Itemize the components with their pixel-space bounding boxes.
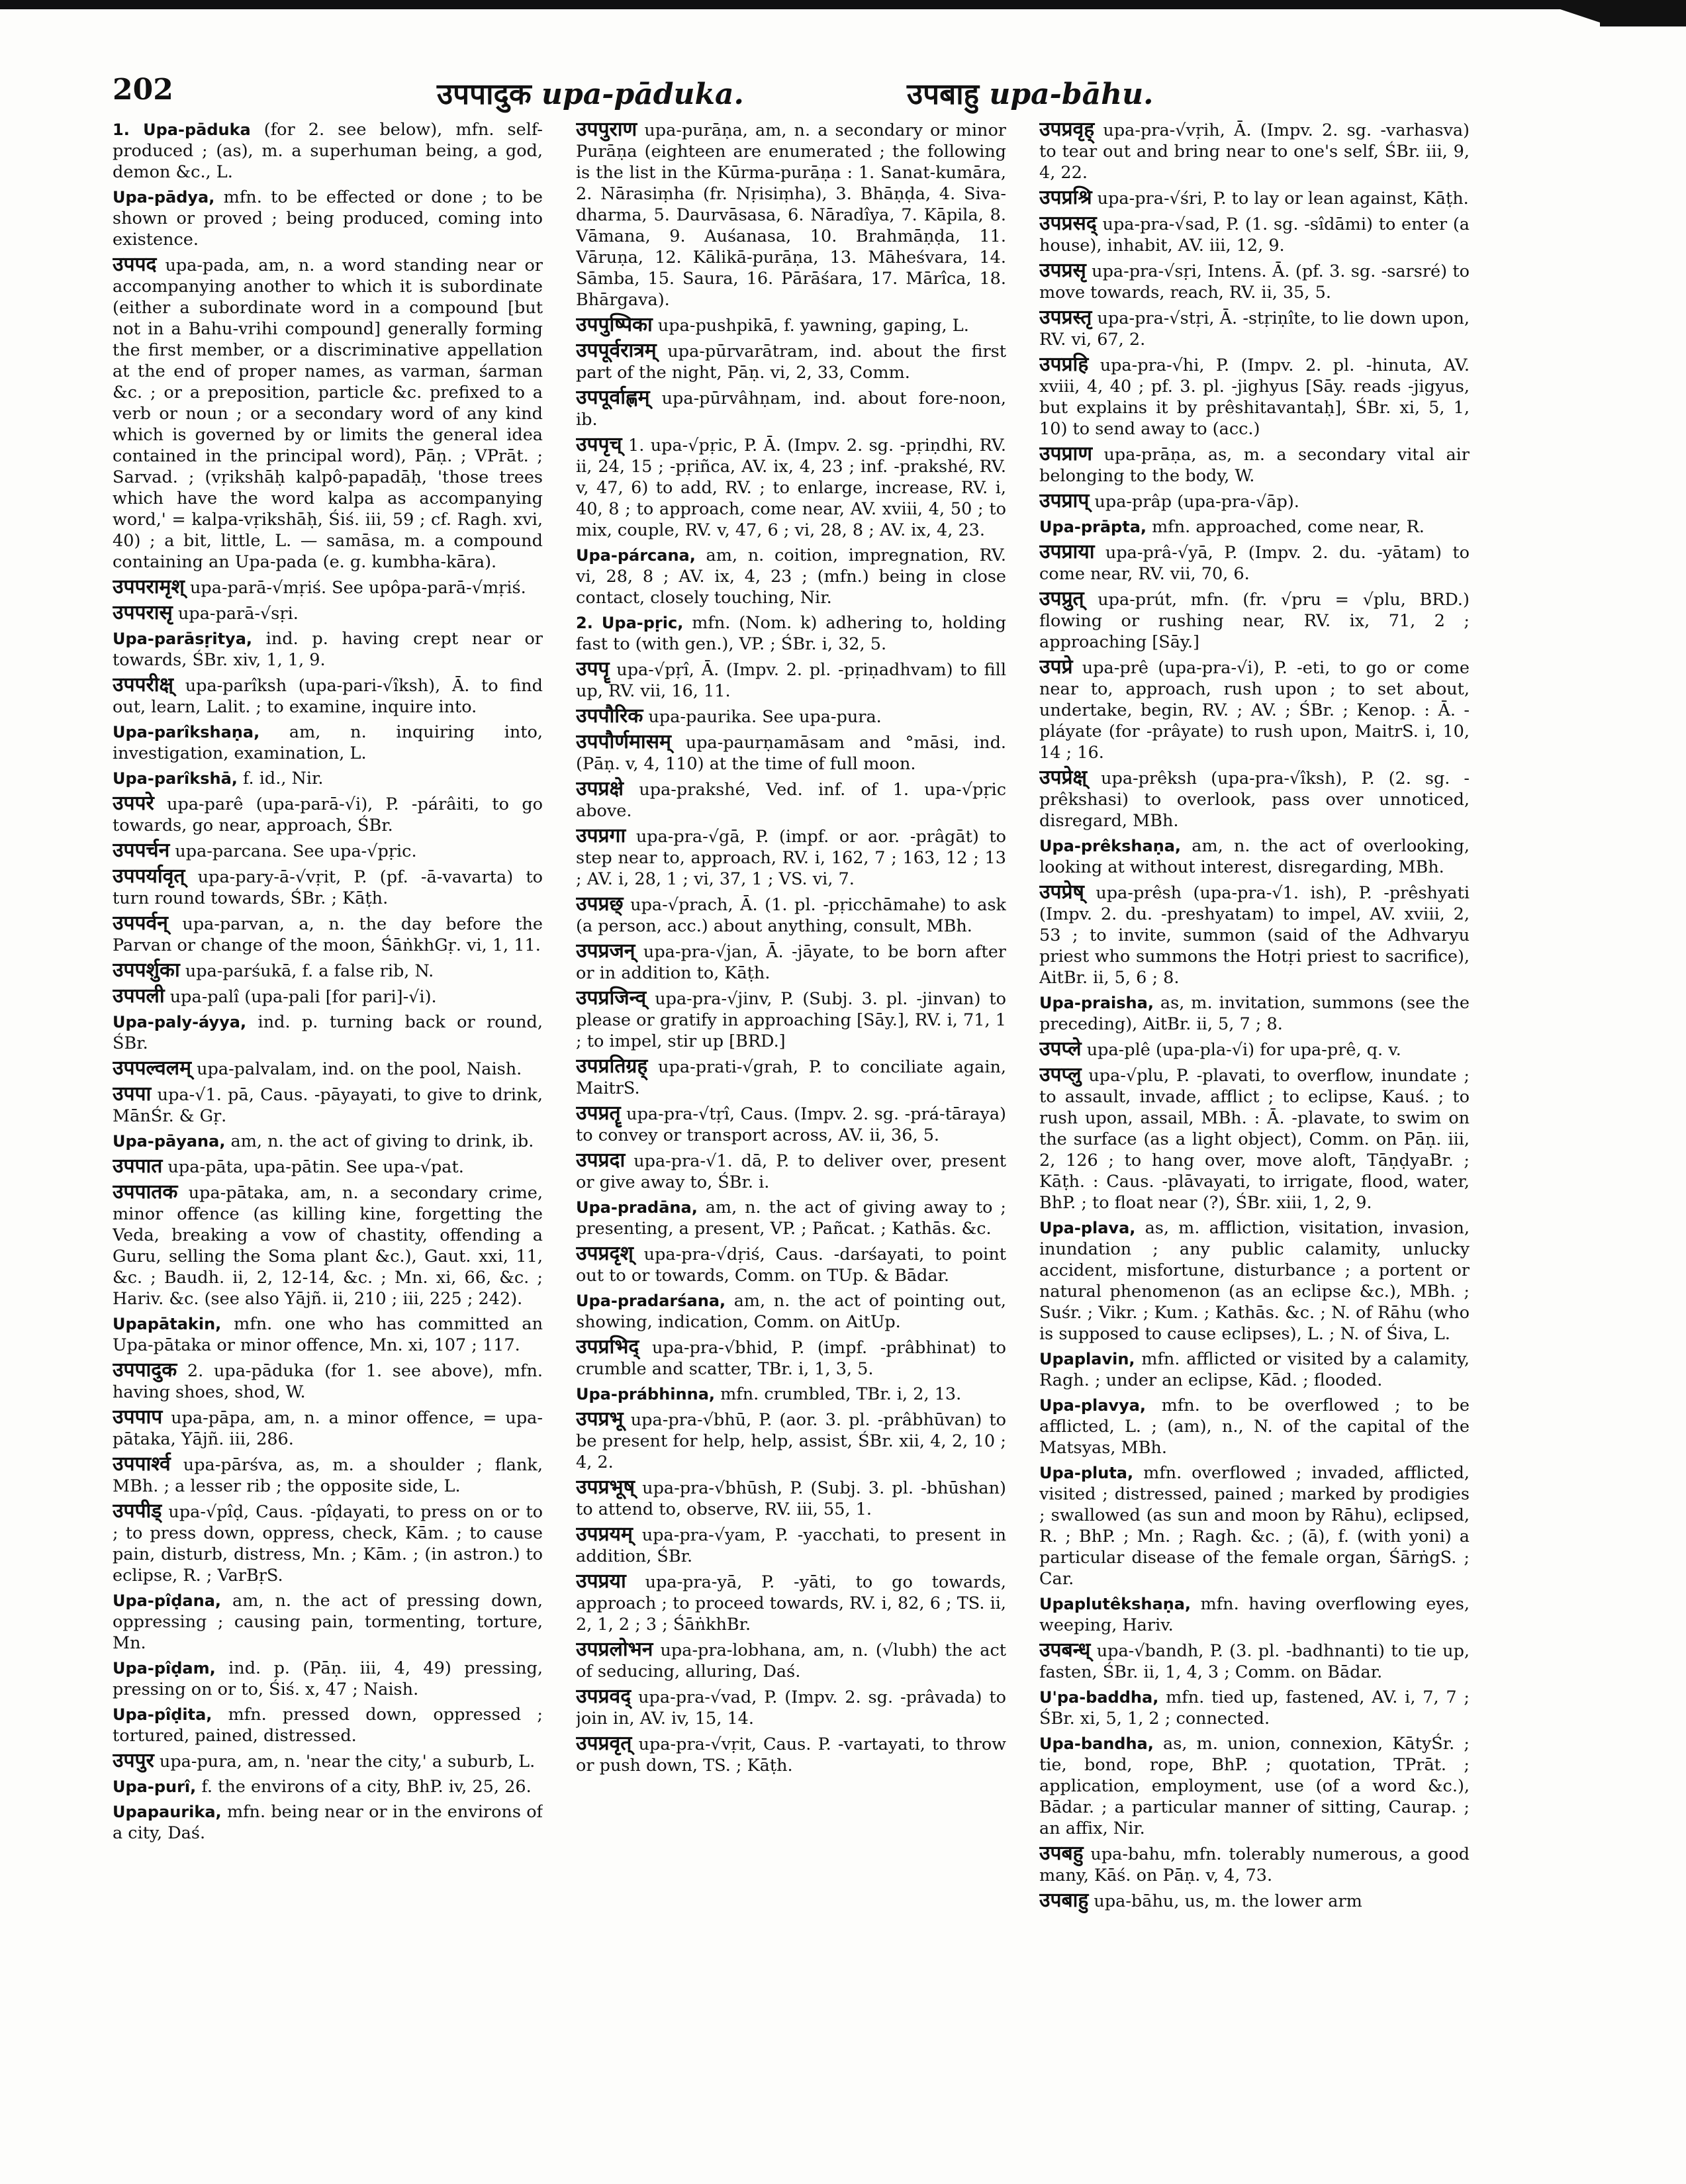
dictionary-entry (113, 1704, 543, 1746)
entry-headword: उपपर्चन (113, 839, 170, 862)
entry-definition: upa-pra-lobhana, am, n. (√lubh) the act of seducing, alluring, Daś. (576, 1640, 1006, 1682)
entry-definition: upa-pāpa, am, n. a minor offence, = upa-pātaka, Yājñ. iii, 286. (113, 1408, 543, 1449)
dictionary-entry (1039, 516, 1470, 538)
entry-headword: Upa-plava, (1039, 1219, 1136, 1237)
entry-headword: उपप्रजिन्व् (576, 986, 647, 1010)
entry-definition: upa-√bandh, P. (3. pl. -badhnanti) to tie up, fasten, ŚBr. ii, 1, 4, 3 ; Comm. on Bādar. (1039, 1641, 1470, 1682)
dictionary-entry (576, 434, 1006, 541)
entry-definition: upa-paurṇamāsam and °māsi, ind. (Pāṇ. v, 4, 110) at the time of full moon. (576, 733, 1006, 774)
entry-headword: उपप्रदृश् (576, 1242, 633, 1265)
entry-headword: उपपूर्वाह्णम् (576, 386, 650, 409)
entry-definition: upa-pada, am, n. a word standing near or accompanying another to which it is subordinate (either a subordinate word in a compound [but not in a Bahu-vrihi compound] generally forming the first member, or a discriminative appellation at the end of proper names, as varman, śarman &c. ; or a preposition, particle &c. prefixed to a verb or noun ; or a secondary word of any kind which is governed by or limits the general idea contained in the principal word), Pāṇ. ; VPrāt. ; Sarvad. ; (vṛikshāḥ kalpô-papadāḥ, 'those trees which have the word kalpa as accompanying word,' = kalpa-vṛikshāḥ, Śiś. iii, 59 ; cf. Ragh. xvi, 40) ; a bit, little, L. — samāsa, m. a compound containing an Upa-pada (e. g. kumbha-kāra). (113, 256, 543, 572)
dictionary-entry (113, 1801, 543, 1844)
entry-definition: upa-parvan, a, n. the day before the Parvan or change of the moon, ŚāṅkhGṛ. vi, 1, 11. (113, 914, 543, 955)
dictionary-entry (576, 988, 1006, 1052)
entry-definition: upa-parā-√sṛi. (172, 604, 299, 624)
entry-headword: उपपातक (113, 1180, 178, 1204)
entry-headword: उपप्रेक्ष् (1039, 766, 1088, 789)
dictionary-entry (1039, 1462, 1470, 1590)
entry-headword: उपपर्वन् (113, 912, 168, 935)
entry-headword: उपप्रेष् (1039, 880, 1084, 904)
dictionary-entry (1039, 307, 1470, 350)
dictionary-entry (1039, 1349, 1470, 1391)
entry-definition: mfn. tied up, fastened, AV. i, 7, 7 ; ŚBr. xi, 5, 1, 2 ; connected. (1039, 1687, 1470, 1729)
dictionary-entry (576, 1571, 1006, 1635)
dictionary-entry (1039, 882, 1470, 988)
entry-definition: ind. p. (Pāṇ. iii, 4, 49) pressing, pressing on or to, Śiś. x, 47 ; Naish. (113, 1658, 543, 1699)
entry-headword: Upa-pîḍita, (113, 1705, 212, 1724)
dictionary-entry (113, 960, 543, 982)
entry-headword: उपप्रलोभन (576, 1638, 653, 1661)
entry-definition: upa-pra-√yam, P. -yacchati, to present in addition, ŚBr. (576, 1525, 1006, 1566)
entry-headword: उपप्रभू (576, 1407, 624, 1431)
dictionary-columns (113, 119, 1470, 2171)
entry-headword: Upa-prêkshaṇa, (1039, 837, 1182, 855)
entry-headword: उपपौरिक (576, 704, 643, 728)
left-running-head (437, 73, 744, 113)
dictionary-entry (1039, 1890, 1470, 1912)
entry-headword: उपप्रतिग्रह् (576, 1055, 648, 1078)
entry-headword: Upa-pluta, (1039, 1464, 1134, 1482)
entry-definition: upa-parê (upa-parā-√i), P. -párâiti, to go towards, go near, approach, ŚBr. (113, 794, 543, 835)
column-1 (113, 119, 543, 2171)
entry-definition: upa-palvalam, ind. on the pool, Naish. (191, 1059, 522, 1079)
entry-definition: upa-pra-√bhid, P. (impf. -prâbhinat) to crumble and scatter, TBr. i, 1, 3, 5. (576, 1338, 1006, 1379)
dictionary-entry (113, 602, 543, 624)
entry-headword: Upapātakin, (113, 1315, 222, 1333)
entry-headword: Upa-bandha, (1039, 1734, 1154, 1753)
entry-headword: उपप्रहि (1039, 353, 1089, 376)
dictionary-entry (113, 768, 543, 789)
entry-headword: Upa-pādya, (113, 188, 215, 207)
dictionary-entry (1039, 767, 1470, 831)
dictionary-entry (1039, 1593, 1470, 1636)
entry-headword: उपपाप (113, 1405, 163, 1429)
entry-definition: upa-√1. pā, Caus. -pāyayati, to give to drink, MānŚr. & Gṛ. (113, 1085, 543, 1126)
dictionary-entry (1039, 354, 1470, 440)
dictionary-entry (576, 1524, 1006, 1567)
entry-headword: उपपरामृश् (113, 575, 185, 598)
entry-headword: Upapaurika, (113, 1803, 222, 1821)
dictionary-entry (113, 793, 543, 836)
entry-headword: उपपद (113, 253, 157, 276)
entry-definition: upa-pra-√jinv, P. (Subj. 3. pl. -jinvan) to please or gratify in approaching [Sāy.], RV. i, 71, 1 ; to impel, stir up [BRD.] (576, 989, 1006, 1051)
entry-definition: upa-parîksh (upa-pari-√îksh), Ā. to find out, learn, Lalit. ; to examine, inquire into. (113, 676, 543, 717)
dictionary-entry (113, 119, 543, 183)
dictionary-entry (1039, 542, 1470, 585)
entry-definition: upa-palî (upa-pali [for pari]-√i). (164, 987, 437, 1007)
dictionary-entry (1039, 187, 1470, 209)
dictionary-entry (113, 1407, 543, 1450)
entry-headword: उपप्लु (1039, 1063, 1082, 1086)
entry-headword: उपबहु (1039, 1842, 1084, 1865)
entry-headword: 2. Upa-pṛic, (576, 614, 684, 632)
entry-headword: उपप्रसृ (1039, 259, 1086, 282)
entry-definition: (for 2. see below), mfn. self-produced ; (as), m. a superhuman being, a god, demon &c., L. (113, 120, 543, 182)
page-top-border (0, 0, 1686, 9)
entry-definition: upa-prút, mfn. (fr. √pru = √plu, BRD.) flowing or rushing near, RV. ix, 71, 2 ; approaching [Sāy.] (1039, 590, 1470, 652)
entry-definition: am, n. inquiring into, investigation, examination, L. (113, 722, 543, 763)
entry-definition: upa-√pṛî, Ā. (Impv. 2. pl. -pṛiṇadhvam) to fill up, RV. vii, 16, 11. (576, 660, 1006, 701)
entry-definition: upa-pra-√bhū, P. (aor. 3. pl. -prâbhūvan) to be present for help, help, assist, ŚBr. xii, 4, 2, 10 ; 4, 2. (576, 1410, 1006, 1472)
dictionary-entry (576, 1409, 1006, 1473)
entry-headword: Upa-plavya, (1039, 1396, 1147, 1415)
entry-definition: upa-prê (upa-pra-√i), P. -eti, to go or come near to, approach, rush upon ; to set about, undertake, begin, RV. ; AV. ; ŚBr. ; Kenop. : Ā. -pláyate (for -prâyate) to rush upon, MaitrS. i, 10, 14 ; 16. (1039, 658, 1470, 763)
entry-definition: upa-pra-√jan, Ā. -jāyate, to be born after or in addition to, Kāṭh. (576, 942, 1006, 983)
entry-definition: mfn. (Nom. k) adhering to, holding fast to (with gen.), VP. ; ŚBr. i, 32, 5. (576, 613, 1006, 654)
entry-definition: mfn. being near or in the environs of a city, Daś. (113, 1802, 543, 1843)
entry-definition: upa-pura, am, n. 'near the city,' a suburb, L. (154, 1752, 536, 1772)
dictionary-entry (113, 1156, 543, 1178)
entry-definition: upa-pūrvâhṇam, ind. about fore-noon, ib. (576, 389, 1006, 430)
dictionary-entry (1039, 444, 1470, 487)
entry-definition: upa-pra-√sad, P. (1. sg. -sîdāmi) to enter (a house), inhabit, AV. iii, 12, 9. (1039, 214, 1470, 256)
entry-headword: उपपार्श्व (113, 1452, 171, 1476)
dictionary-entry (113, 722, 543, 764)
entry-definition: upa-prêksh (upa-pra-√îksh), P. (2. sg. -prêkshasi) to overlook, pass over unnoticed, disregard, MBh. (1039, 769, 1470, 831)
entry-headword: उपपरे (113, 792, 154, 815)
entry-definition: am, n. the act of giving to drink, ib. (225, 1131, 534, 1151)
entry-definition: as, m. affliction, visitation, invasion, inundation ; any public calamity, unlucky accident, misfortune, disturbance ; a portent or natural phenomenon (as an eclipse &c.), MBh. ; Suśr. ; Vikr. ; Kum. ; Kathās. &c. ; N. of Rāhu (who is supposed to cause eclipses), L. ; N. of Śiva, L. (1039, 1218, 1470, 1344)
entry-definition: upa-prati-√grah, P. to conciliate again, MaitrS. (576, 1057, 1006, 1098)
dictionary-entry (576, 545, 1006, 608)
dictionary-entry (576, 1384, 1006, 1405)
entry-headword: Upa-parîkshā, (113, 769, 238, 788)
entry-headword: उपप्रतॄ (576, 1102, 621, 1125)
dictionary-entry (113, 1454, 543, 1497)
dictionary-entry (1039, 1687, 1470, 1729)
entry-definition: f. the environs of a city, BhP. iv, 25, 26. (196, 1777, 532, 1797)
entry-headword: उपपुर (113, 1749, 154, 1772)
dictionary-entry (113, 986, 543, 1008)
entry-headword: उपप्रगा (576, 824, 626, 847)
entry-headword: उपप्रभूष् (576, 1476, 635, 1499)
entry-headword: उपपुष्पिका (576, 313, 653, 336)
entry-definition: upa-bāhu, us, m. the lower arm (1088, 1891, 1362, 1911)
entry-definition: upa-pra-√dṛiś, Caus. -darśayati, to point out to or towards, Comm. on TUp. & Bādar. (576, 1245, 1006, 1286)
entry-headword: उपप्रवृह् (1039, 119, 1095, 141)
entry-headword: उपप्रवद् (576, 1685, 632, 1708)
dictionary-entry (576, 387, 1006, 430)
dictionary-entry (1039, 835, 1470, 878)
dictionary-entry (113, 1590, 543, 1654)
entry-headword: उपपा (113, 1082, 152, 1106)
entry-headword: उपपर्शुका (113, 959, 180, 982)
entry-definition: upa-pra-√tṛî, Caus. (Impv. 2. sg. -prá-tāraya) to convey or transport across, AV. ii, 36, 5. (576, 1104, 1006, 1145)
entry-headword: उपपरीक्ष् (113, 673, 174, 696)
entry-definition: mfn. crumbled, TBr. i, 2, 13. (715, 1384, 962, 1404)
entry-definition: upa-parcana. See upa-√pṛic. (169, 841, 417, 861)
entry-headword: उपप्रयम् (576, 1523, 633, 1546)
dictionary-entry (113, 1313, 543, 1356)
entry-definition: 1. upa-√pṛic, P. Ā. (Impv. 2. sg. -pṛiṇdhi, RV. ii, 24, 15 ; -pṛiñca, AV. ix, 4, 23 ; inf. -prakshé, RV. v, 47, 6) to add, RV. ; to enlarge, increase, RV. i, 40, 8 ; to approach, come near, AV. xviii, 4, 50 ; to mix, couple, RV. v, 47, 6 ; vi, 28, 8 ; AV. ix, 4, 23. (576, 436, 1006, 540)
entry-headword: Upaplutêkshaṇa, (1039, 1595, 1192, 1613)
entry-definition: upa-√plu, P. -plavati, to overflow, inundate ; to assault, invade, afflict ; to eclipse, Kauś. ; to rush upon, assail, MBh. : Ā. -plavate, to swim on the surface (as a light object), Comm. on Pāṇ. iii, 2, 126 ; to hang over, move aloft, TāṇḍyaBr. ; Kāṭh. : Caus. -plāvayati, to irrigate, flood, water, BhP. ; to float near (?), ŚBr. xiii, 1, 2, 9. (1039, 1066, 1470, 1213)
dictionary-entry (113, 1131, 543, 1152)
dictionary-entry (576, 941, 1006, 984)
entry-definition: upa-pra-yā, P. -yāti, to go towards, approach ; to proceed towards, RV. i, 82, 6 ; TS. ii, 2, 1, 2 ; 3 ; ŚāṅkhBr. (576, 1572, 1006, 1635)
entry-definition: am, n. the act of pressing down, oppressing ; causing pain, tormenting, torture, Mn. (113, 1591, 543, 1653)
dictionary-entry (576, 119, 1006, 310)
dictionary-entry (576, 706, 1006, 728)
dictionary-entry (113, 628, 543, 671)
entry-headword: Upa-pradarśana, (576, 1292, 726, 1310)
dictionary-entry (1039, 992, 1470, 1035)
entry-definition: mfn. afflicted or visited by a calamity, Ragh. ; under an eclipse, Kād. ; flooded. (1039, 1349, 1470, 1390)
entry-definition: mfn. approached, come near, R. (1147, 517, 1425, 537)
dictionary-entry (576, 1103, 1006, 1146)
column-3 (1039, 119, 1470, 2171)
entry-definition: am, n. the act of overlooking, looking at without interest, disregarding, MBh. (1039, 836, 1470, 877)
entry-definition: upa-pārśva, as, m. a shoulder ; flank, MBh. ; a lesser rib ; the opposite side, L. (113, 1455, 543, 1496)
dictionary-entry (113, 1084, 543, 1127)
entry-headword: उपप्रे (1039, 655, 1073, 679)
column-2 (576, 119, 1006, 2171)
dictionary-entry (1039, 1065, 1470, 1213)
entry-headword: उपप्रक्षे (576, 777, 624, 800)
entry-headword: उपपूर्वरात्रम् (576, 339, 657, 362)
entry-definition: as, m. union, connexion, KātyŚr. ; tie, bond, rope, BhP. ; quotation, TPrāt. ; application, employment, use (of a word &c.), Bādar. ; a particular manner of sitting, Caurap. ; an affix, Nir. (1039, 1734, 1470, 1838)
dictionary-entry (113, 866, 543, 909)
dictionary-entry (1039, 1733, 1470, 1839)
dictionary-entry (1039, 1039, 1470, 1061)
entry-definition: upa-pra-√stṛi, Ā. -stṛiṇîte, to lie down upon, RV. vi, 67, 2. (1039, 309, 1470, 350)
dictionary-entry (576, 1243, 1006, 1286)
entry-headword: Upa-prāpta, (1039, 518, 1147, 536)
entry-definition: upa-parśukā, f. a false rib, N. (179, 961, 434, 981)
entry-definition: upa-prêsh (upa-pra-√1. ish), P. -prêshyati (Impv. 2. du. -preshyatam) to impel, AV. xviii, 2, 53 ; to invite, summon (said of the Adhvaryu priest who summons the Hotṛi priest to sacrifice), AitBr. ii, 5, 6 ; 8. (1039, 883, 1470, 988)
dictionary-entry (1039, 657, 1470, 763)
dictionary-entry (1039, 1843, 1470, 1886)
entry-headword: उपपृच् (576, 433, 622, 456)
dictionary-entry (113, 1012, 543, 1054)
entry-headword: उपपुराण (576, 119, 637, 141)
right-head-transliteration: upa-bāhu. (989, 77, 1154, 111)
dictionary-entry (1039, 119, 1470, 183)
dictionary-entry (576, 314, 1006, 336)
dictionary-entry (576, 732, 1006, 775)
entry-headword: उपपादुक (113, 1358, 177, 1382)
entry-headword: उपपल्वलम् (113, 1057, 192, 1080)
dictionary-entry (576, 1290, 1006, 1333)
entry-definition: mfn. to be effected or done ; to be shown or proved ; being produced, coming into existence. (113, 187, 543, 250)
entry-definition: ind. p. turning back or round, ŚBr. (113, 1012, 543, 1053)
entry-headword: उपप्राण (1039, 442, 1093, 465)
entry-headword: उपपीड् (113, 1499, 162, 1523)
entry-definition: mfn. overflowed ; invaded, afflicted, visited ; distressed, pained ; marked by prodigies ; swallowed (as sun and moon by Rāhu), eclipsed, R. ; BhP. ; Mn. ; Ragh. &c. ; (ā), f. (with yoni) a particular disease of the female organ, ŚārṅgS. ; Car. (1039, 1463, 1470, 1589)
left-head-transliteration: upa-pāduka. (541, 77, 744, 111)
entry-definition: mfn. having overflowing eyes, weeping, Hariv. (1039, 1594, 1470, 1635)
entry-headword: 1. Upa-pāduka (113, 120, 251, 139)
entry-definition: am, n. coition, impregnation, RV. vi, 28, 8 ; AV. ix, 4, 23 ; (mfn.) being in close contact, closely touching, Nir. (576, 546, 1006, 608)
entry-headword: उपपली (113, 984, 165, 1008)
dictionary-entry (576, 1150, 1006, 1193)
entry-headword: उपपर्यावृत् (113, 865, 185, 888)
entry-headword: उपप्रभिद् (576, 1335, 639, 1358)
dictionary-entry (576, 826, 1006, 890)
entry-headword: उपपरासृ (113, 601, 173, 624)
entry-definition: upa-plê (upa-pla-√i) for upa-prê, q. v. (1081, 1040, 1401, 1060)
dictionary-entry (576, 612, 1006, 655)
entry-definition: upa-pushpikā, f. yawning, gaping, L. (652, 316, 969, 336)
right-head-devanagari: उपबाहु (907, 77, 979, 111)
entry-headword: Upa-pradāna, (576, 1198, 698, 1217)
entry-definition: upa-prakshé, Ved. inf. of 1. upa-√pṛic above. (576, 780, 1006, 821)
dictionary-entry (576, 1337, 1006, 1380)
entry-headword: उपप्रदा (576, 1149, 626, 1172)
entry-definition: f. id., Nir. (237, 769, 324, 788)
dictionary-entry (1039, 260, 1470, 303)
dictionary-entry (1039, 1395, 1470, 1458)
entry-headword: U'pa-baddha, (1039, 1688, 1159, 1707)
right-running-head (907, 73, 1153, 113)
dictionary-entry (1039, 589, 1470, 653)
dictionary-entry (1039, 491, 1470, 512)
entry-headword: उपप्रश्रि (1039, 186, 1092, 209)
dictionary-entry (113, 1501, 543, 1586)
entry-definition: upa-prâ-√yā, P. (Impv. 2. du. -yātam) to come near, RV. vii, 70, 6. (1039, 543, 1470, 584)
entry-headword: Upa-pîḍam, (113, 1659, 216, 1678)
entry-definition: upa-pra-√vṛit, Caus. P. -vartayati, to throw or push down, TS. ; Kāṭh. (576, 1734, 1006, 1776)
dictionary-entry (113, 577, 543, 598)
entry-definition: 2. upa-pāduka (for 1. see above), mfn. having shoes, shod, W. (113, 1361, 543, 1402)
entry-definition: upa-pāta, upa-pātin. See upa-√pat. (162, 1157, 464, 1177)
entry-definition: upa-pary-ā-√vṛit, P. (pf. -ā-vavarta) to turn round towards, ŚBr. ; Kāṭh. (113, 867, 543, 908)
page-header (113, 73, 1470, 113)
entry-definition: upa-prâp (upa-pra-√āp). (1089, 492, 1299, 512)
entry-headword: उपबाहु (1039, 1889, 1089, 1912)
entry-headword: उपपात (113, 1155, 163, 1178)
entry-definition: upa-√pîḍ, Caus. -pîḍayati, to press on or to ; to press down, oppress, check, Kām. ; to cause pain, disturb, distress, Mn. ; Kām. ; (in astron.) to eclipse, R. ; VarBṛS. (113, 1502, 543, 1586)
entry-definition: upa-pra-√1. dā, P. to deliver over, present or give away to, ŚBr. i. (576, 1151, 1006, 1192)
entry-definition: upa-pra-√gā, P. (impf. or aor. -prâgāt) to step near to, approach, RV. i, 162, 7 ; 163, 12 ; 13 ; AV. i, 28, 1 ; vi, 37, 1 ; VS. vi, 7. (576, 827, 1006, 889)
entry-headword: Upa-purî, (113, 1778, 197, 1796)
entry-definition: am, n. the act of giving away to ; presenting, a present, VP. ; Pañcat. ; Kathās. &c. (576, 1198, 1006, 1239)
entry-definition: upa-pra-√vṛih, Ā. (Impv. 2. sg. -varhasva) to tear out and bring near to one's self, ŚBr. iii, 9, 4, 22. (1039, 120, 1470, 183)
entry-definition: upa-pra-√sṛi, Intens. Ā. (pf. 3. sg. -sarsré) to move towards, reach, RV. ii, 35, 5. (1039, 261, 1470, 303)
entry-headword: Upa-pāyana, (113, 1132, 226, 1151)
entry-headword: Upa-praisha, (1039, 994, 1154, 1012)
dictionary-entry (576, 1686, 1006, 1729)
entry-definition: mfn. one who has committed an Upa-pātaka or minor offence, Mn. xi, 107 ; 117. (113, 1314, 543, 1355)
entry-headword: उपप्राया (1039, 540, 1095, 563)
page-corner-tab (1600, 0, 1686, 26)
entry-headword: उपप्रजन् (576, 939, 635, 963)
entry-definition: upa-pra-√śri, P. to lay or lean against, Kāṭh. (1092, 189, 1469, 209)
dictionary-entry (113, 1058, 543, 1080)
dictionary-entry (576, 779, 1006, 822)
entry-headword: Upaplavin, (1039, 1350, 1135, 1368)
dictionary-entry (113, 1658, 543, 1700)
entry-headword: Upa-pîḍana, (113, 1591, 222, 1610)
dictionary-entry (1039, 1217, 1470, 1345)
dictionary-entry (113, 1776, 543, 1797)
entry-headword: उपप्राप् (1039, 489, 1090, 512)
entry-definition: am, n. the act of pointing out, showing, indication, Comm. on AitUp. (576, 1291, 1006, 1332)
dictionary-entry (576, 894, 1006, 937)
entry-definition: upa-purāṇa, am, n. a secondary or minor Purāṇa (eighteen are enumerated ; the following is the list in the Kūrma-purāṇa : 1. Sanat-kumāra, 2. Nārasiṃha (fr. Nṛisiṃha), 3. Bhāṇḍa, 4. Siva-dharma, 5. Daurvāsasa, 6. Nāradîya, 7. Kāpila, 8. Vāmana, 9. Auśanasa, 10. Brahmāṇḍa, 11. Vāruṇa, 12. Kālikā-purāṇa, 13. Māheśvara, 14. Sāmba, 15. Saura, 16. Pārāśara, 17. Mārîca, 18. Bhārgava). (576, 120, 1006, 310)
entry-definition: upa-paurika. See upa-pura. (643, 707, 882, 727)
dictionary-entry (1039, 213, 1470, 256)
dictionary-entry (576, 1639, 1006, 1682)
entry-definition: upa-prāṇa, as, m. a secondary vital air belonging to the body, W. (1039, 445, 1470, 486)
entry-definition: upa-pra-√vad, P. (Impv. 2. sg. -prâvada) to join in, AV. iv, 15, 14. (576, 1687, 1006, 1729)
dictionary-entry (576, 1197, 1006, 1239)
entry-headword: Upa-paly-áyya, (113, 1013, 247, 1031)
entry-headword: उपपॄ (576, 657, 610, 681)
entry-definition: upa-parā-√mṛiś. See upôpa-parā-√mṛiś. (184, 578, 526, 598)
entry-headword: उपबन्ध् (1039, 1638, 1091, 1662)
dictionary-entry (576, 1477, 1006, 1520)
dictionary-entry (113, 1750, 543, 1772)
entry-definition: upa-pra-√hi, P. (Impv. 2. pl. -hinuta, AV. xviii, 4, 40 ; pf. 3. pl. -jighyus [Sāy. reads -jigyus, but explains it by prêshitavantaḥ], ŚBr. xi, 5, 1, 10) to send away to (acc.) (1039, 356, 1470, 439)
entry-headword: उपप्रछ् (576, 892, 624, 916)
entry-definition: ind. p. having crept near or towards, ŚBr. xiv, 1, 1, 9. (113, 629, 543, 670)
entry-definition: upa-√prach, Ā. (1. pl. -pṛicchāmahe) to ask (a person, acc.) about anything, consult, MBh. (576, 895, 1006, 936)
dictionary-entry (576, 1056, 1006, 1099)
entry-headword: उपप्रया (576, 1570, 626, 1593)
entry-headword: Upa-prábhinna, (576, 1385, 716, 1403)
entry-definition: upa-pra-√bhūsh, P. (Subj. 3. pl. -bhūshan) to attend to, observe, RV. iii, 55, 1. (576, 1478, 1006, 1519)
entry-definition: upa-pātaka, am, n. a secondary crime, minor offence (as killing kine, forgetting the Veda, breaking a vow of chastity, offending a Guru, selling the Soma plant &c.), Gaut. xxi, 11, &c. ; Baudh. ii, 2, 12-14, &c. ; Mn. xi, 66, &c. ; Hariv. &c. (see also Yājñ. ii, 210 ; iii, 225 ; 242). (113, 1183, 543, 1309)
dictionary-entry (113, 840, 543, 862)
entry-headword: उपप्रसद् (1039, 212, 1097, 235)
dictionary-entry (576, 659, 1006, 702)
dictionary-entry (576, 1733, 1006, 1776)
page-number: 202 (113, 73, 173, 107)
entry-definition: upa-pūrvarātram, ind. about the first part of the night, Pāṇ. vi, 2, 33, Comm. (576, 342, 1006, 383)
entry-definition: upa-bahu, mfn. tolerably numerous, a good many, Kāś. on Pāṇ. v, 4, 73. (1039, 1844, 1470, 1885)
entry-headword: Upa-parāsṛitya, (113, 630, 253, 648)
left-head-devanagari: उपपादुक (437, 77, 532, 111)
dictionary-entry (1039, 1640, 1470, 1683)
entry-headword: Upa-párcana, (576, 546, 696, 565)
entry-headword: Upa-parîkshaṇa, (113, 723, 260, 741)
entry-definition: mfn. pressed down, oppressed ; tortured, pained, distressed. (113, 1705, 543, 1746)
entry-headword: उपप्ले (1039, 1037, 1082, 1061)
entry-definition: as, m. invitation, summons (see the preceding), AitBr. ii, 5, 7 ; 8. (1039, 993, 1470, 1034)
dictionary-entry (113, 1182, 543, 1309)
dictionary-entry (113, 675, 543, 718)
entry-headword: उपप्रवृत् (576, 1732, 632, 1755)
dictionary-entry (113, 254, 543, 573)
entry-headword: उपप्रुत् (1039, 587, 1084, 610)
dictionary-entry (113, 187, 543, 250)
entry-headword: उपप्रस्तृ (1039, 306, 1092, 329)
entry-definition: mfn. to be overflowed ; to be afflicted, L. ; (am), n., N. of the capital of the Matsyas, MBh. (1039, 1396, 1470, 1458)
dictionary-entry (113, 913, 543, 956)
dictionary-entry (113, 1360, 543, 1403)
entry-headword: उपपौर्णमासम् (576, 730, 671, 753)
dictionary-entry (576, 340, 1006, 383)
